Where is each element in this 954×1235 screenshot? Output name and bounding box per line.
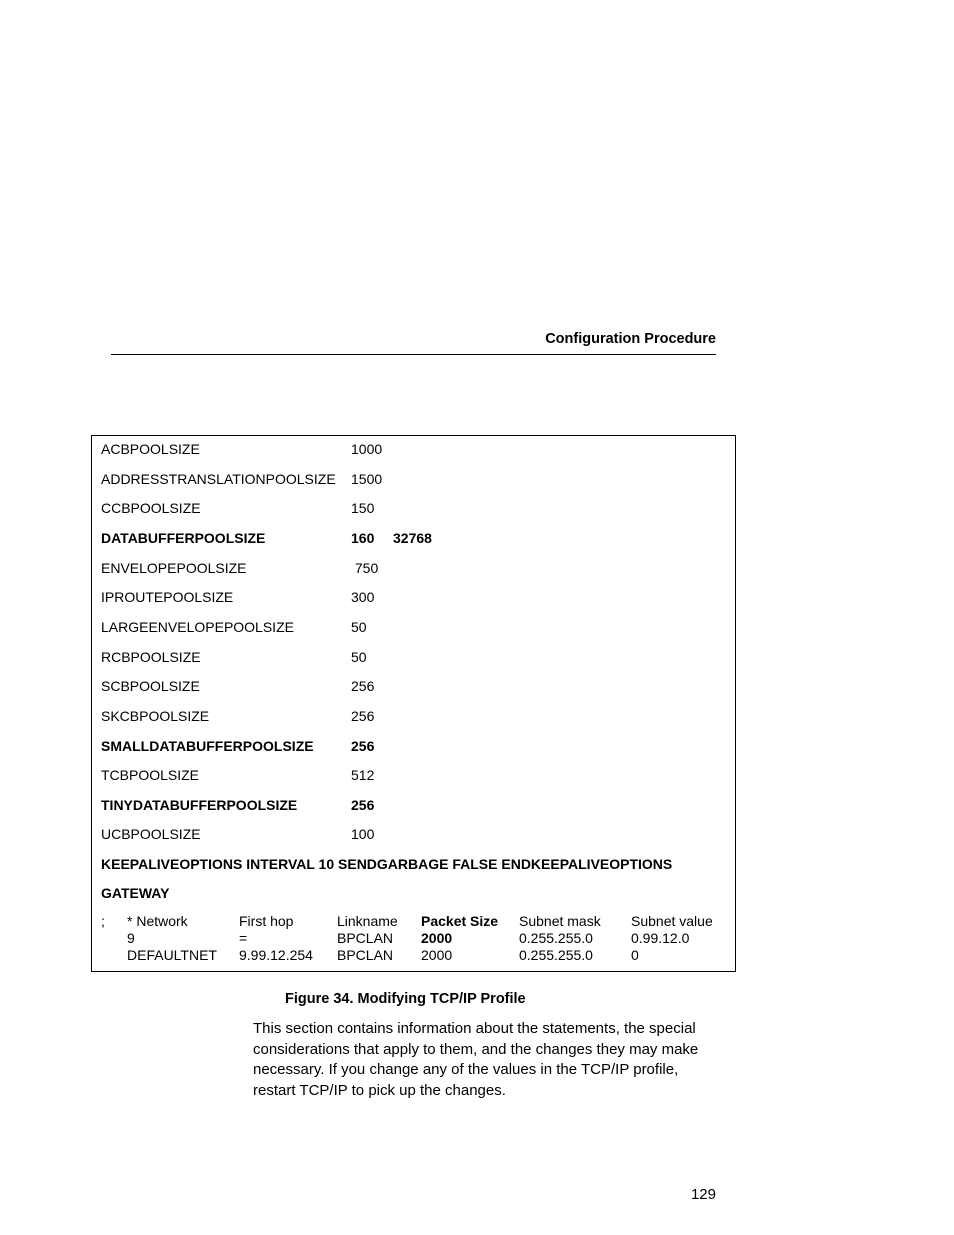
statement-value: 150 — [351, 500, 375, 516]
statement-name: UCBPOOLSIZE — [101, 826, 201, 842]
frame-side-bar — [91, 462, 736, 488]
gateway-cell: DEFAULTNET — [127, 947, 217, 963]
statement-value: 256 — [351, 708, 375, 724]
gateway-cell: 9 — [127, 930, 135, 946]
statement-name: SCBPOOLSIZE — [101, 678, 200, 694]
gateway-cell: BPCLAN — [337, 930, 394, 946]
running-header-title: Configuration Procedure — [545, 331, 716, 347]
statement-name: LARGEENVELOPEPOOLSIZE — [101, 619, 294, 635]
frame-side-bar — [91, 847, 736, 873]
frame-side-bar — [91, 818, 736, 844]
frame-side-bar — [91, 670, 736, 696]
statement-name: SMALLDATABUFFERPOOLSIZE — [101, 738, 314, 754]
statement-value: 256 — [351, 797, 375, 813]
comment-marker: ; — [101, 913, 105, 929]
statement-name: ADDRESSTRANSLATIONPOOLSIZE — [101, 471, 336, 487]
gateway-cell: = — [239, 930, 248, 946]
statement-name: SKCBPOOLSIZE — [101, 708, 210, 724]
frame-side-bar — [91, 521, 736, 547]
gateway-cell: 2000 — [421, 930, 453, 946]
statement-value: 512 — [351, 767, 375, 783]
statement-value: 256 — [351, 738, 375, 754]
frame-side-bar — [91, 699, 736, 725]
frame-side-bar — [91, 729, 736, 755]
gateway-col-subnet-value: Subnet value — [631, 913, 713, 929]
gateway-label: GATEWAY — [101, 885, 170, 901]
header-rule — [111, 354, 716, 355]
gateway-col-packet-size: Packet Size — [421, 913, 499, 929]
statement-value: 100 — [351, 826, 375, 842]
frame-side-bar — [91, 907, 736, 933]
statement-value: 256 — [351, 678, 375, 694]
statement-name: CCBPOOLSIZE — [101, 500, 201, 516]
gateway-cell: 2000 — [421, 947, 453, 963]
statement-value: 1500 — [351, 471, 383, 487]
tcpip-profile-figure — [91, 435, 736, 972]
statement-value: 1000 — [351, 441, 383, 457]
gateway-cell: 0.99.12.0 — [631, 930, 690, 946]
gateway-col-first-hop: First hop — [239, 913, 294, 929]
frame-side-bar — [91, 640, 736, 666]
gateway-col-linkname: Linkname — [337, 913, 398, 929]
gateway-cell: 9.99.12.254 — [239, 947, 313, 963]
statement-value-secondary: 32768 — [393, 530, 432, 546]
page-number: 129 — [690, 1186, 716, 1203]
frame-side-bar — [91, 492, 736, 518]
statement-value: 160 — [351, 530, 375, 546]
statement-name: ENVELOPEPOOLSIZE — [101, 560, 247, 576]
statement-value: 50 — [351, 619, 367, 635]
statement-name: ACBPOOLSIZE — [101, 441, 200, 457]
body-paragraph: This section contains information about the statements, the special considerations that apply to them, and the changes they may make necessary. If you change any of the values in the TCP/IP profile, restart TCP/IP to pick up the changes. — [253, 1020, 699, 1099]
statement-name: IPROUTEPOOLSIZE — [101, 589, 234, 605]
frame-side-bar — [91, 877, 736, 903]
statement-value: 750 — [351, 560, 379, 576]
frame-side-bar — [91, 581, 736, 607]
gateway-cell: 0 — [631, 947, 639, 963]
frame-side-bar — [91, 759, 736, 785]
gateway-cell: 0.255.255.0 — [519, 947, 593, 963]
statement-value: 50 — [351, 649, 367, 665]
figure-caption: Figure 34. Modifying TCP/IP Profile — [285, 991, 526, 1007]
statement-name: RCBPOOLSIZE — [101, 649, 201, 665]
gateway-cell: BPCLAN — [337, 947, 394, 963]
frame-side-bar — [91, 610, 736, 636]
gateway-col-subnet-mask: Subnet mask — [519, 913, 601, 929]
statement-name: TCBPOOLSIZE — [101, 767, 200, 783]
statement-value: 300 — [351, 589, 375, 605]
profile-row — [101, 440, 721, 458]
gateway-cell: 0.255.255.0 — [519, 930, 593, 946]
gateway-col-network: * Network — [127, 913, 188, 929]
frame-side-bar — [91, 551, 736, 577]
statement-name: TINYDATABUFFERPOOLSIZE — [101, 797, 298, 813]
statement-name: DATABUFFERPOOLSIZE — [101, 530, 266, 546]
frame-side-bar — [91, 788, 736, 814]
keepalive-statement: KEEPALIVEOPTIONS INTERVAL 10 SENDGARBAGE FALSE ENDKEEPALIVEOPTIONS — [101, 856, 673, 872]
